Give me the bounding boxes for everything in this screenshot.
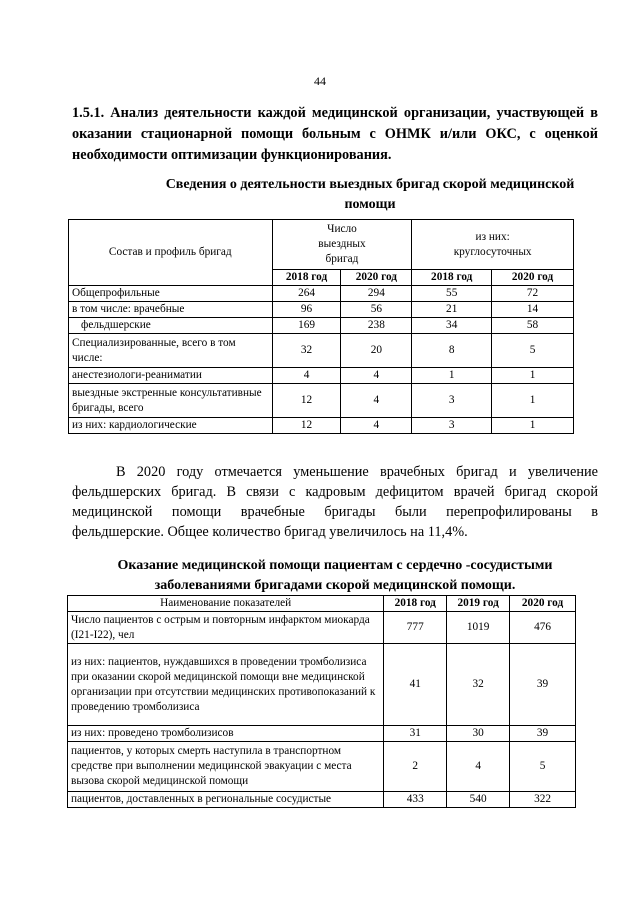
year-header: 2018 год: [412, 270, 492, 286]
cell: 4: [272, 368, 341, 384]
year-header: 2019 год: [447, 596, 510, 612]
cell: 294: [341, 286, 412, 302]
section-heading: 1.5.1. Анализ деятельности каждой медицинской организации, участвующей в оказании стационарной помощи больным с ОНМК и/или ОКС, с оценкой необходимости оптимизации функционирования.: [72, 105, 598, 163]
year-header: 2020 год: [492, 270, 574, 286]
header-count: [272, 220, 412, 270]
table2-caption-line2: заболеваниями бригадами скорой медицинской помощи.: [154, 578, 516, 593]
row-label: фельдшерские: [69, 318, 273, 334]
cell: 21: [412, 302, 492, 318]
cardio-table: [67, 595, 576, 808]
page-number: 44: [314, 74, 326, 88]
table1-caption: [140, 175, 600, 215]
table-row: [68, 644, 576, 726]
cell: 1: [492, 368, 574, 384]
header-count-line3: бригад: [325, 253, 359, 265]
cell: 55: [412, 286, 492, 302]
table-row: [69, 286, 574, 302]
cell: 58: [492, 318, 574, 334]
cell: 1: [412, 368, 492, 384]
cell: 4: [341, 368, 412, 384]
table-row: [69, 368, 574, 384]
row-label: в том числе: врачебные: [69, 302, 273, 318]
cell: 433: [384, 792, 447, 808]
table-row: [69, 418, 574, 434]
cell: 39: [510, 726, 576, 742]
table-row: [68, 742, 576, 792]
cell: 1: [492, 418, 574, 434]
year-header: 2018 год: [384, 596, 447, 612]
table-row: [69, 318, 574, 334]
header-count-line2: выездных: [318, 238, 366, 250]
table-row: [68, 726, 576, 742]
year-header: 2018 год: [272, 270, 341, 286]
summary-text: В 2020 году отмечается уменьшение врачебных бригад и увеличение фельдшерских бригад. В связи с кадровым дефицитом врачей бригад скорой медицинской помощи врачебные бригады были перепрофилированы в фельдшерские. Общее количество бригад увеличилось на 11,4%.: [72, 464, 598, 540]
cell: 32: [272, 334, 341, 368]
cell: 4: [341, 418, 412, 434]
cell: 8: [412, 334, 492, 368]
cell: 4: [341, 384, 412, 418]
row-label: Общепрофильные: [69, 286, 273, 302]
table2-caption: [72, 556, 598, 596]
cell: 34: [412, 318, 492, 334]
row-label: из них: проведено тромболизисов: [68, 726, 384, 742]
cell: 96: [272, 302, 341, 318]
cell: 777: [384, 612, 447, 644]
cell: 32: [447, 644, 510, 726]
header-round: [412, 220, 574, 270]
row-label: пациентов, у которых смерть наступила в транспортном средстве при выполнении медицинской эвакуации с места вызова скорой медицинской помощи: [68, 742, 384, 792]
cell: 5: [510, 742, 576, 792]
cell: 31: [384, 726, 447, 742]
row-label: пациентов, доставленных в региональные сосудистые: [68, 792, 384, 808]
table-row: [69, 302, 574, 318]
header-round-line2: круглосуточных: [453, 245, 532, 258]
row-label: выездные экстренные консультативные бригады, всего: [69, 384, 273, 418]
cell: 238: [341, 318, 412, 334]
table-row: [69, 384, 574, 418]
row-label: из них: кардиологические: [69, 418, 273, 434]
cell: 72: [492, 286, 574, 302]
cell: 1019: [447, 612, 510, 644]
row-label: анестезиологи-реаниматии: [69, 368, 273, 384]
cell: 3: [412, 384, 492, 418]
cell: 1: [492, 384, 574, 418]
cell: 20: [341, 334, 412, 368]
table-row: [68, 612, 576, 644]
table1-caption-line1: Сведения о деятельности выездных бригад скорой медицинской: [165, 177, 575, 192]
brigades-table: [68, 219, 574, 434]
cell: 12: [272, 384, 341, 418]
summary-paragraph: [72, 462, 598, 542]
table-row: [68, 792, 576, 808]
cell: 4: [447, 742, 510, 792]
cell: 476: [510, 612, 576, 644]
cell: 322: [510, 792, 576, 808]
table1-caption-line2: помощи: [344, 197, 396, 212]
row-label: из них: пациентов, нуждавшихся в проведении тромболизиса при оказании скорой медицинской помощи вне медицинской организации при отсутствии медицинских противопоказаний к проведению тромболизиса: [68, 644, 384, 726]
cell: 2: [384, 742, 447, 792]
cell: 30: [447, 726, 510, 742]
cell: 41: [384, 644, 447, 726]
row-label: Специализированные, всего в том числе:: [69, 334, 273, 368]
row-label: Число пациентов с острым и повторным инфарктом миокарда (I21-I22), чел: [68, 612, 384, 644]
cell: 5: [492, 334, 574, 368]
table-row: [69, 334, 574, 368]
header-name: Наименование показателей: [68, 596, 384, 612]
cell: 3: [412, 418, 492, 434]
header-round-line1: из них:: [475, 230, 510, 243]
cell: 56: [341, 302, 412, 318]
cell: 14: [492, 302, 574, 318]
cell: 540: [447, 792, 510, 808]
year-header: 2020 год: [341, 270, 412, 286]
header-profile: Состав и профиль бригад: [69, 220, 273, 286]
cell: 12: [272, 418, 341, 434]
cell: 39: [510, 644, 576, 726]
cell: 169: [272, 318, 341, 334]
table2-caption-line1: Оказание медицинской помощи пациентам с сердечно -сосудистыми: [117, 558, 553, 573]
year-header: 2020 год: [510, 596, 576, 612]
header-count-line1: Число: [327, 223, 357, 235]
cell: 264: [272, 286, 341, 302]
